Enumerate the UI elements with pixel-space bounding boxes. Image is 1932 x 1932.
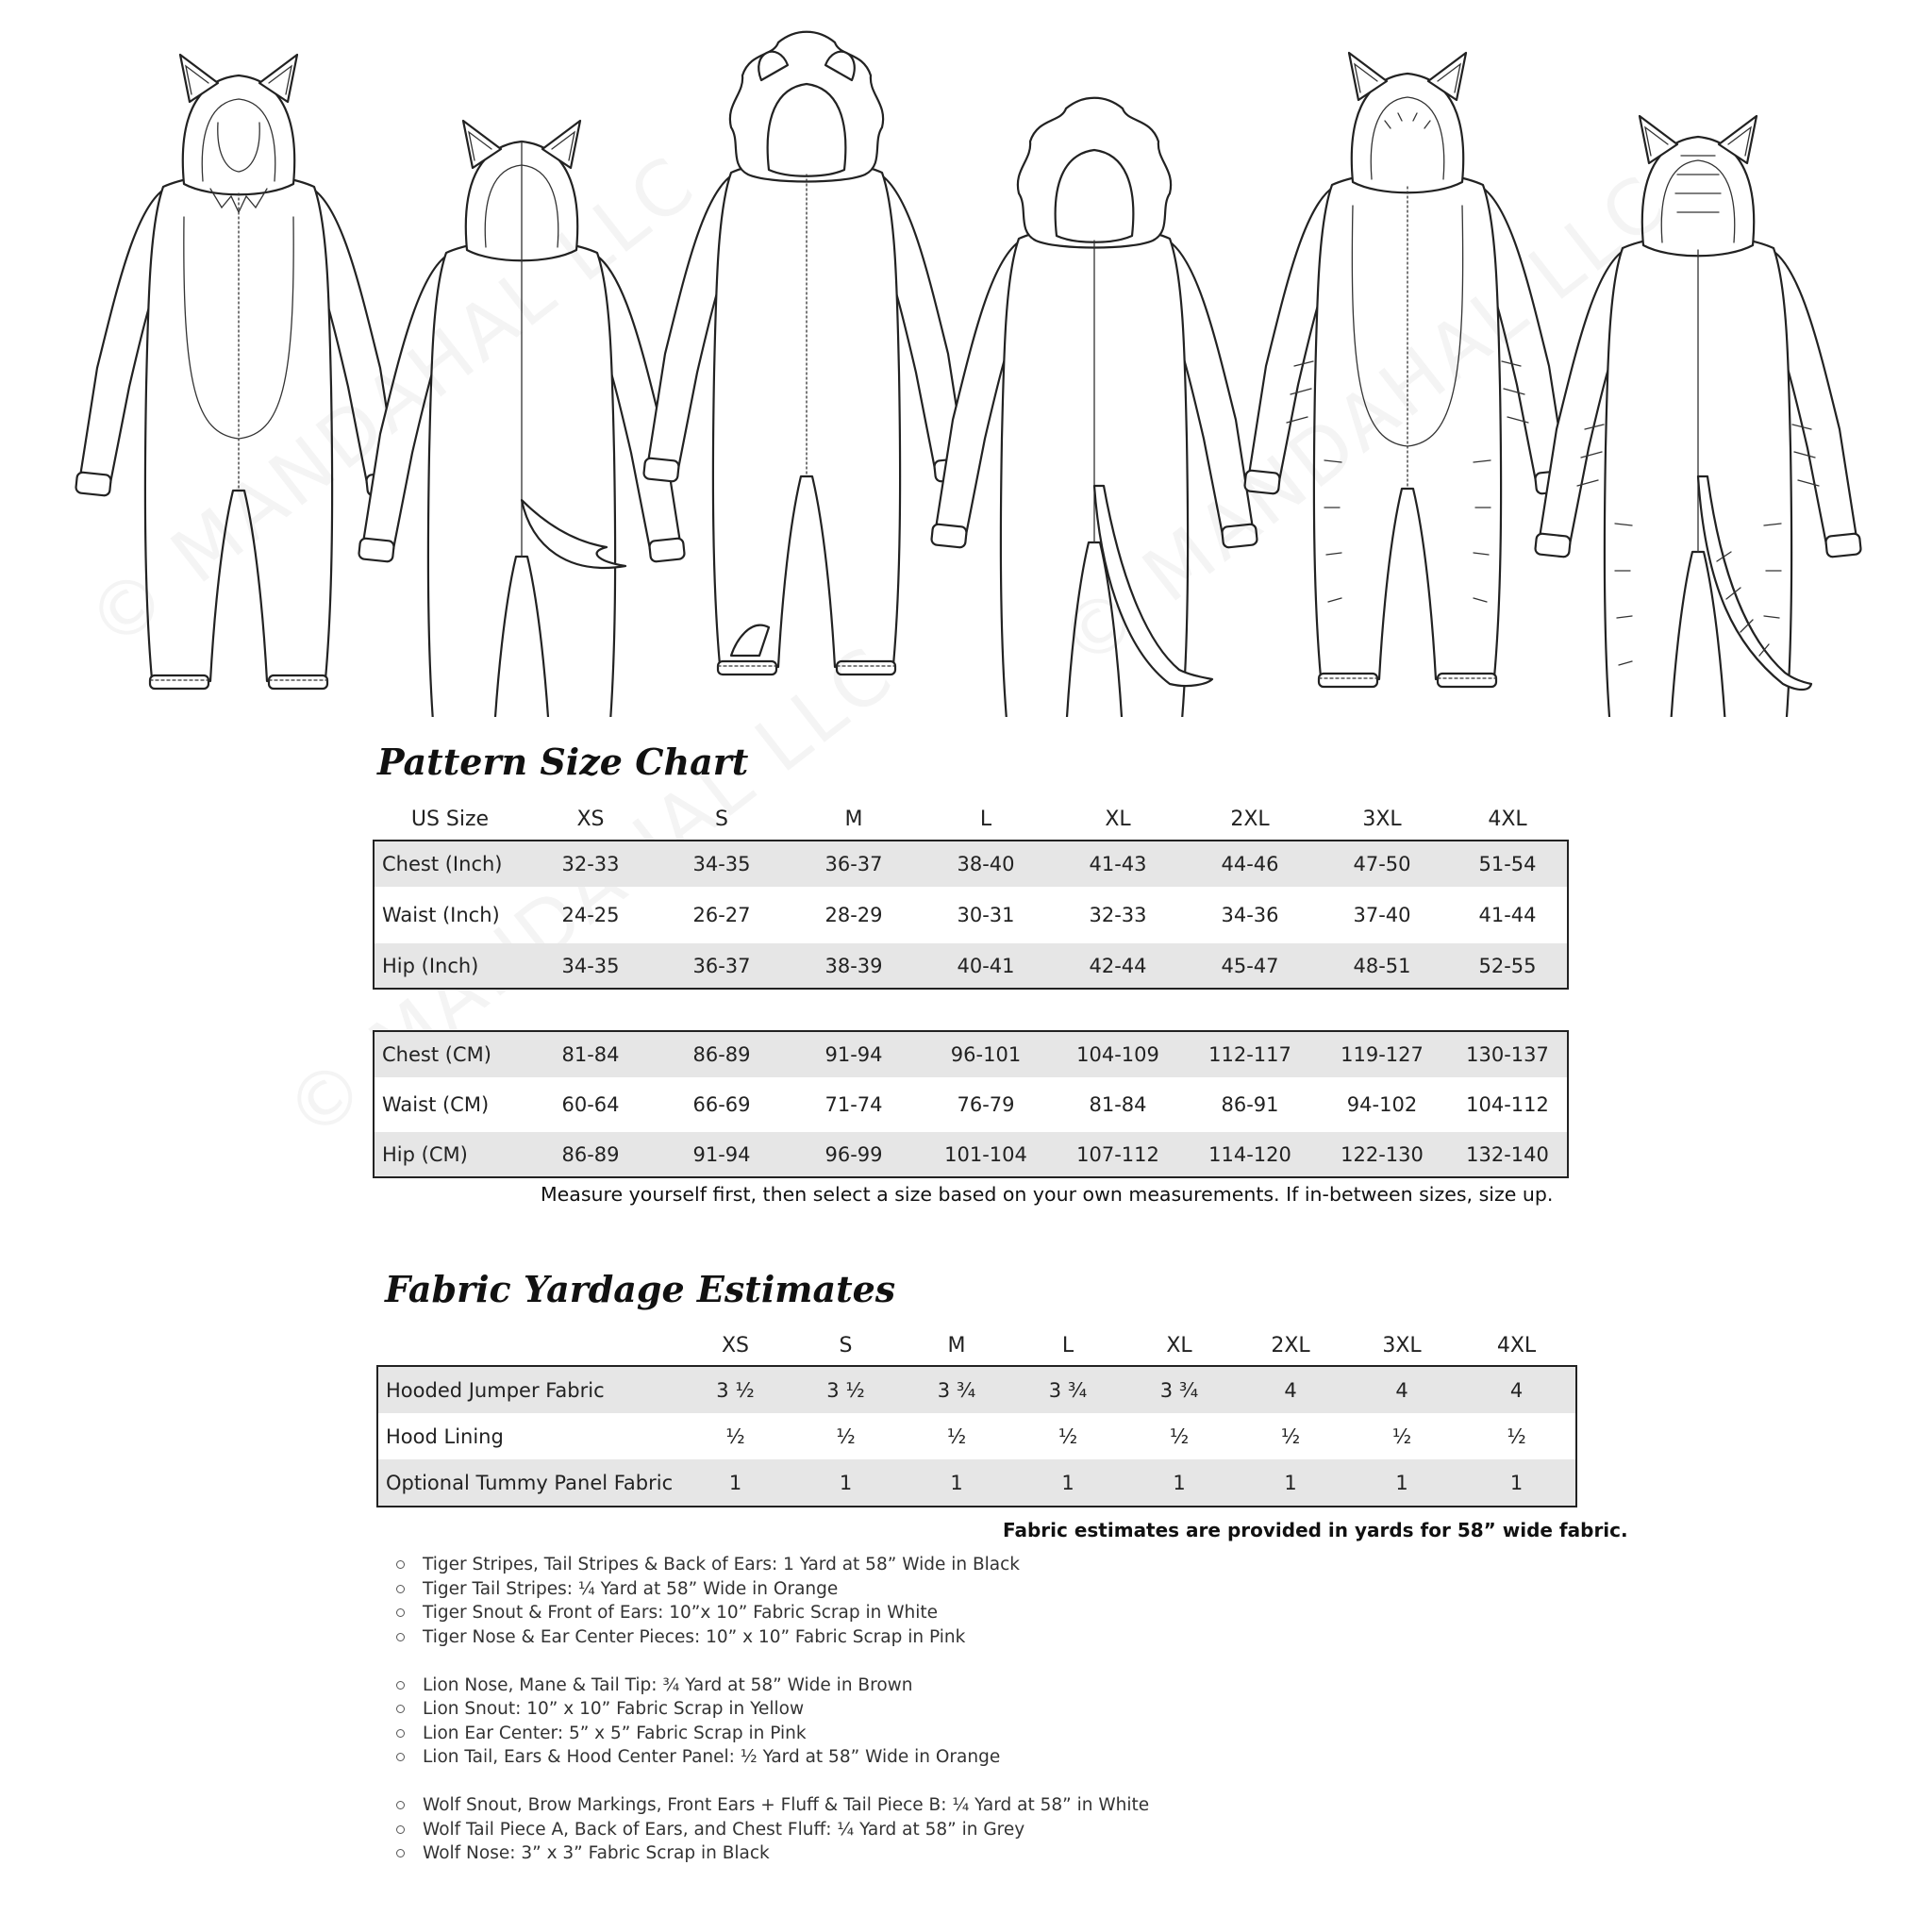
column-header: XS: [721, 1333, 750, 1357]
column-header: 4XL: [1496, 1333, 1537, 1357]
table-cell: 1: [791, 1459, 901, 1506]
table-cell: 4: [1235, 1367, 1346, 1413]
size-chart-cm-table: [375, 1032, 1567, 1176]
column-header: M: [844, 807, 863, 831]
table-cell: 112-117: [1184, 1032, 1316, 1077]
size-chart-note: Measure yourself first, then select a size based on your own measurements. If in-between sizes, size up.: [541, 1183, 1554, 1206]
size-chart-title: Pattern Size Chart: [377, 741, 749, 783]
table-cell: ½: [1280, 1424, 1301, 1448]
table-cell: 130-137: [1448, 1032, 1567, 1077]
table-cell: 1: [1124, 1459, 1235, 1506]
table-cell: 104-109: [1052, 1032, 1184, 1077]
bullet-icon: [396, 1608, 405, 1617]
table-cell: ½: [725, 1424, 745, 1448]
table-cell: ½: [1058, 1424, 1078, 1448]
table-cell: 107-112: [1052, 1132, 1184, 1176]
list-item: [383, 1793, 1149, 1818]
column-header: [378, 1325, 680, 1365]
table-cell: ½: [1507, 1424, 1526, 1448]
column-header: XL: [1166, 1333, 1192, 1357]
table-cell: 3 ½: [791, 1367, 901, 1413]
table-cell: 32-33: [525, 841, 656, 887]
table-cell: 28-29: [824, 904, 883, 926]
table-cell: 60-64: [561, 1093, 620, 1116]
row-label: Hood Lining: [386, 1424, 504, 1448]
column-header: S: [839, 1333, 853, 1357]
yardage-note: Fabric estimates are provided in yards for 58” wide fabric.: [1003, 1519, 1628, 1541]
table-cell: ½: [1391, 1424, 1412, 1448]
list-item: [383, 1577, 1149, 1602]
table-row: [375, 1132, 1567, 1176]
list-item-text: Wolf Snout, Brow Markings, Front Ears + Fluff & Tail Piece B: ¼ Yard at 58” in White: [423, 1795, 1150, 1815]
column-header: 2XL: [1271, 1333, 1310, 1357]
table-cell: 45-47: [1184, 943, 1316, 988]
yardage-table: [378, 1367, 1575, 1506]
table-cell: 119-127: [1316, 1032, 1448, 1077]
column-header: L: [1061, 1333, 1074, 1357]
table-cell: 3 ¾: [1012, 1367, 1124, 1413]
row-label: Waist (Inch): [382, 904, 500, 926]
list-item: [383, 1553, 1149, 1577]
table-cell: 76-79: [957, 1093, 1015, 1116]
table-cell: 1: [901, 1459, 1012, 1506]
list-item: [383, 1674, 1149, 1698]
table-row: [378, 1459, 1575, 1506]
list-item-text: Wolf Nose: 3” x 3” Fabric Scrap in Black: [423, 1843, 770, 1863]
table-cell: 44-46: [1184, 841, 1316, 887]
table-cell: 38-40: [920, 841, 1052, 887]
yardage-header: [378, 1325, 1575, 1365]
bullet-icon: [396, 1705, 405, 1713]
list-item: [383, 1745, 1149, 1770]
size-chart-inch-table: [375, 841, 1567, 988]
table-cell: 81-84: [1089, 1093, 1147, 1116]
list-item-text: Tiger Tail Stripes: ¼ Yard at 58” Wide in Orange: [423, 1578, 839, 1599]
bullet-icon: [396, 1585, 405, 1593]
table-cell: 48-51: [1316, 943, 1448, 988]
list-item-text: Lion Nose, Mane & Tail Tip: ¾ Yard at 58” Wide in Brown: [423, 1674, 913, 1695]
list-item-text: Lion Tail, Ears & Hood Center Panel: ½ Yard at 58” Wide in Orange: [423, 1747, 1001, 1767]
row-label: Chest (CM): [375, 1032, 525, 1077]
table-cell: 122-130: [1316, 1132, 1448, 1176]
table-cell: 91-94: [656, 1132, 788, 1176]
yardage-title: Fabric Yardage Estimates: [385, 1268, 896, 1310]
row-label: Hip (Inch): [375, 943, 525, 988]
list-item: [383, 1697, 1149, 1722]
table-cell: 81-84: [525, 1032, 656, 1077]
list-item: [383, 1601, 1149, 1625]
table-cell: 3 ¾: [1124, 1367, 1235, 1413]
table-cell: 42-44: [1052, 943, 1184, 988]
column-header: 3XL: [1362, 807, 1402, 831]
list-item: [383, 1625, 1149, 1650]
column-header: S: [715, 807, 728, 831]
column-header: XS: [576, 807, 605, 831]
table-cell: 132-140: [1448, 1132, 1567, 1176]
table-cell: 96-101: [920, 1032, 1052, 1077]
table-cell: 38-39: [788, 943, 920, 988]
table-cell: 30-31: [957, 904, 1015, 926]
bullet-icon: [396, 1825, 405, 1834]
list-item-text: Wolf Tail Piece A, Back of Ears, and Chest Fluff: ¼ Yard at 58” in Grey: [423, 1819, 1025, 1840]
table-row: [375, 841, 1567, 887]
table-cell: 34-35: [656, 841, 788, 887]
table-cell: 1: [1457, 1459, 1575, 1506]
table-cell: 86-89: [525, 1132, 656, 1176]
bullet-icon: [396, 1753, 405, 1761]
row-label: Chest (Inch): [375, 841, 525, 887]
column-header: L: [979, 807, 992, 831]
table-cell: 3 ¾: [901, 1367, 1012, 1413]
costume-illustrations: [0, 0, 1932, 717]
bullet-icon: [396, 1849, 405, 1857]
table-row: [378, 1367, 1575, 1413]
row-label: Optional Tummy Panel Fabric: [378, 1459, 680, 1506]
list-gap: [383, 1770, 1149, 1794]
table-row: [375, 887, 1567, 943]
table-cell: 36-37: [788, 841, 920, 887]
table-cell: 26-27: [692, 904, 751, 926]
table-cell: 4: [1457, 1367, 1575, 1413]
list-item-text: Tiger Snout & Front of Ears: 10”x 10” Fabric Scrap in White: [423, 1603, 939, 1623]
list-item-text: Tiger Nose & Ear Center Pieces: 10” x 10” Fabric Scrap in Pink: [423, 1626, 966, 1647]
bullet-icon: [396, 1560, 405, 1569]
table-cell: 71-74: [824, 1093, 883, 1116]
column-header: 2XL: [1230, 807, 1270, 831]
table-cell: 94-102: [1346, 1093, 1418, 1116]
table-cell: 32-33: [1089, 904, 1147, 926]
fabric-notes-list: [383, 1553, 1149, 1866]
table-cell: 86-91: [1221, 1093, 1279, 1116]
table-cell: 41-43: [1052, 841, 1184, 887]
row-label: Waist (CM): [382, 1093, 490, 1116]
table-cell: 4: [1346, 1367, 1457, 1413]
table-cell: 86-89: [656, 1032, 788, 1077]
table-cell: 51-54: [1448, 841, 1567, 887]
list-item-text: Tiger Stripes, Tail Stripes & Back of Ears: 1 Yard at 58” Wide in Black: [423, 1555, 1021, 1574]
list-item-text: Lion Ear Center: 5” x 5” Fabric Scrap in Pink: [423, 1723, 807, 1743]
list-item: [383, 1722, 1149, 1746]
table-cell: 34-35: [525, 943, 656, 988]
bullet-icon: [396, 1801, 405, 1809]
column-header: US Size: [410, 807, 490, 831]
size-chart-header: [375, 798, 1567, 840]
table-cell: 52-55: [1448, 943, 1567, 988]
table-row: [375, 943, 1567, 988]
table-row: [378, 1413, 1575, 1459]
table-cell: 37-40: [1353, 904, 1411, 926]
table-cell: 34-36: [1221, 904, 1279, 926]
table-cell: 47-50: [1316, 841, 1448, 887]
table-cell: 1: [1235, 1459, 1346, 1506]
table-cell: ½: [836, 1424, 856, 1448]
table-cell: 66-69: [692, 1093, 751, 1116]
list-gap: [383, 1649, 1149, 1674]
row-label: Hooded Jumper Fabric: [378, 1367, 680, 1413]
table-cell: ½: [946, 1424, 967, 1448]
table-cell: 24-25: [561, 904, 620, 926]
bullet-icon: [396, 1729, 405, 1738]
lion-front-illustration: [643, 32, 970, 675]
column-header: M: [947, 1333, 966, 1357]
list-item: [383, 1841, 1149, 1866]
table-cell: 114-120: [1184, 1132, 1316, 1176]
list-item: [383, 1818, 1149, 1842]
table-cell: 3 ½: [680, 1367, 791, 1413]
table-cell: 91-94: [788, 1032, 920, 1077]
table-cell: 96-99: [788, 1132, 920, 1176]
table-cell: 1: [680, 1459, 791, 1506]
column-header: XL: [1105, 807, 1131, 831]
table-cell: ½: [1169, 1424, 1190, 1448]
bullet-icon: [396, 1681, 405, 1690]
table-cell: 104-112: [1466, 1093, 1549, 1116]
table-cell: 36-37: [656, 943, 788, 988]
table-row: [375, 1077, 1567, 1132]
column-header: 3XL: [1382, 1333, 1422, 1357]
column-header: 4XL: [1488, 807, 1527, 831]
table-cell: 41-44: [1478, 904, 1537, 926]
table-cell: 1: [1012, 1459, 1124, 1506]
table-cell: 1: [1346, 1459, 1457, 1506]
table-row: [375, 1032, 1567, 1077]
table-cell: 101-104: [920, 1132, 1052, 1176]
list-item-text: Lion Snout: 10” x 10” Fabric Scrap in Yellow: [423, 1699, 805, 1719]
table-cell: 40-41: [920, 943, 1052, 988]
bullet-icon: [396, 1633, 405, 1641]
row-label: Hip (CM): [375, 1132, 525, 1176]
